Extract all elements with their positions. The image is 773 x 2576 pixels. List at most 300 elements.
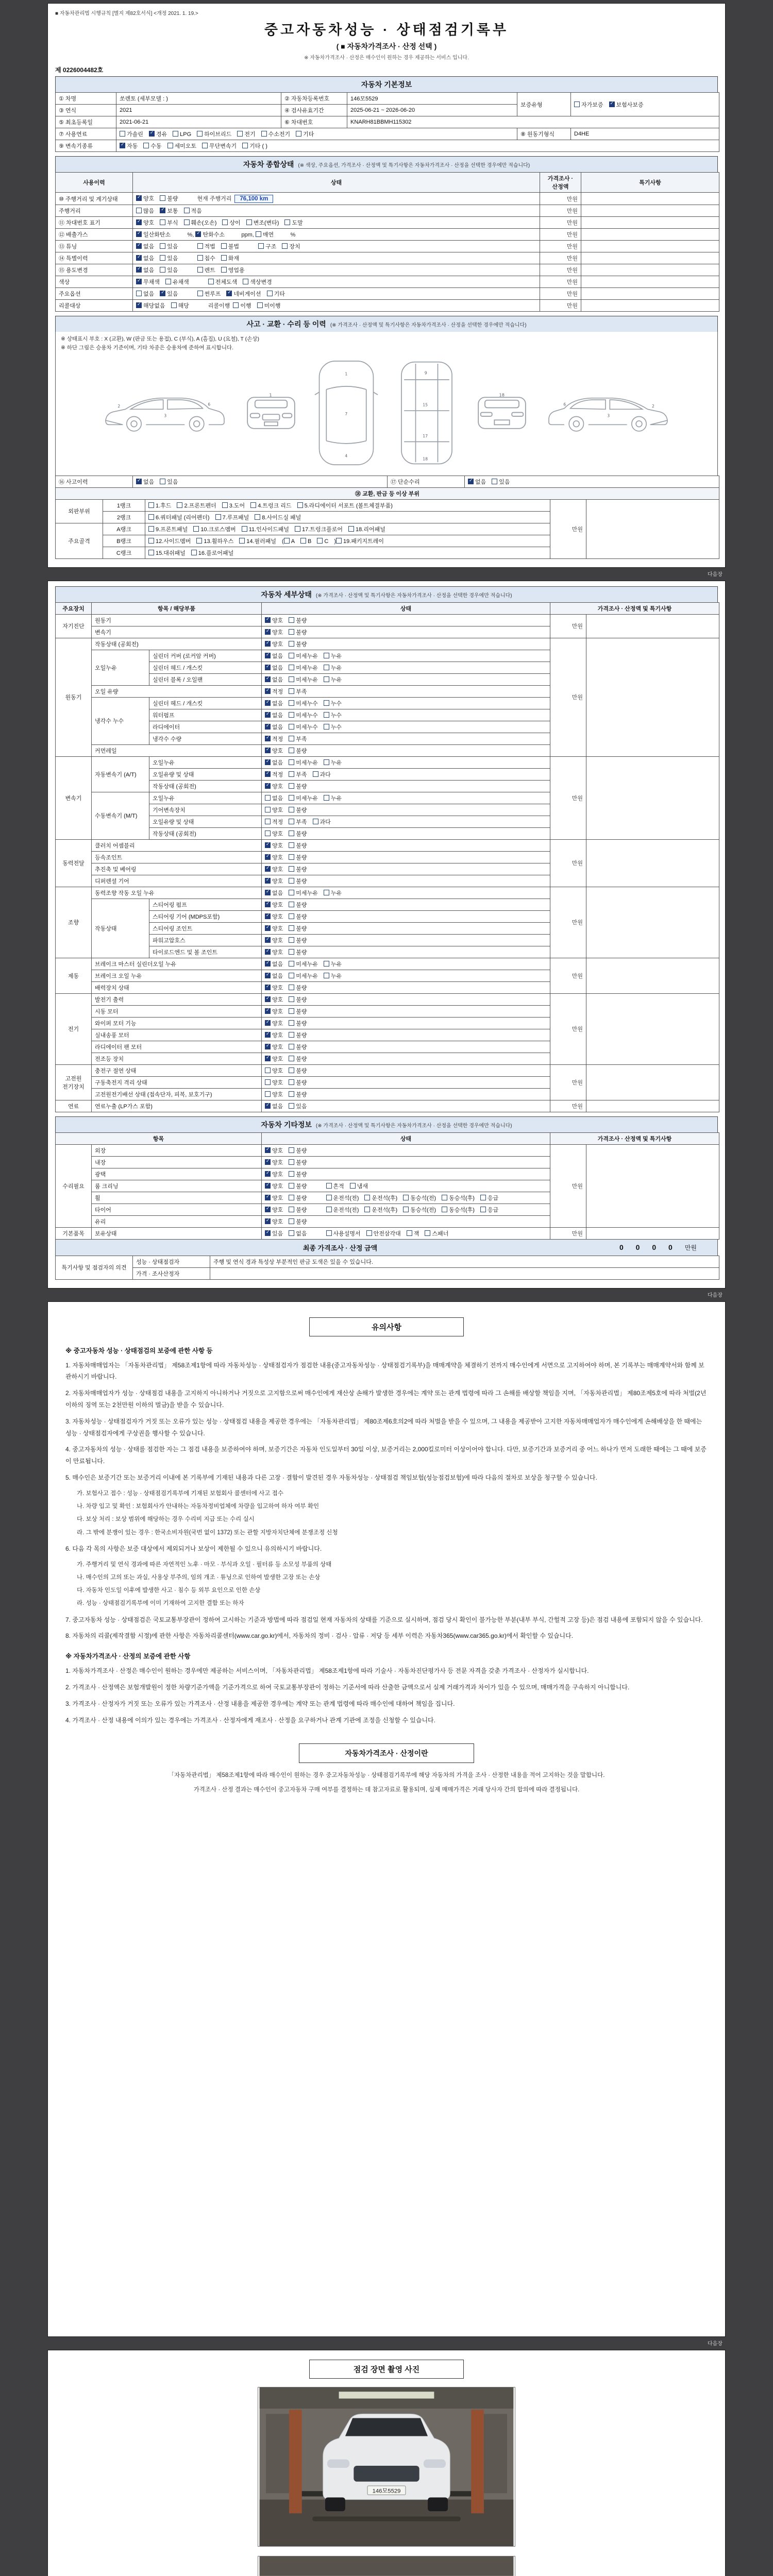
checkbox-option[interactable] <box>265 889 283 897</box>
checkbox-option[interactable] <box>265 1194 283 1202</box>
unchecked-checkbox-icon[interactable] <box>289 629 294 635</box>
checkbox-option[interactable] <box>324 794 342 802</box>
checkbox-option[interactable] <box>265 806 283 814</box>
checkbox-option[interactable] <box>184 207 202 215</box>
checkbox-option[interactable] <box>221 242 239 250</box>
checkbox-option[interactable] <box>215 513 249 521</box>
unchecked-checkbox-icon[interactable] <box>289 1056 294 1061</box>
checkbox-option[interactable] <box>243 278 272 286</box>
checked-checkbox-icon[interactable] <box>265 617 271 623</box>
checked-checkbox-icon[interactable] <box>265 629 271 635</box>
checkbox-option[interactable] <box>160 242 178 250</box>
checkbox-option[interactable] <box>289 1102 307 1110</box>
unchecked-checkbox-icon[interactable] <box>403 1207 409 1212</box>
unchecked-checkbox-icon[interactable] <box>242 143 248 148</box>
checked-checkbox-icon[interactable] <box>136 231 142 237</box>
checkbox-option[interactable] <box>136 290 154 298</box>
checkbox-option[interactable] <box>221 266 245 274</box>
unchecked-checkbox-icon[interactable] <box>324 759 329 765</box>
unchecked-checkbox-icon[interactable] <box>215 514 221 520</box>
checkbox-option[interactable] <box>289 687 307 696</box>
unchecked-checkbox-icon[interactable] <box>289 1171 294 1177</box>
checkbox-option[interactable] <box>265 1146 283 1155</box>
checked-checkbox-icon[interactable] <box>136 255 142 261</box>
checkbox-option[interactable] <box>289 1043 307 1051</box>
checkbox-option[interactable] <box>289 1019 307 1027</box>
checkbox-option[interactable] <box>289 628 307 636</box>
checkbox-option[interactable] <box>237 130 255 138</box>
checked-checkbox-icon[interactable] <box>265 1020 271 1026</box>
checkbox-option[interactable] <box>246 218 279 227</box>
checked-checkbox-icon[interactable] <box>265 641 271 647</box>
unchecked-checkbox-icon[interactable] <box>289 641 294 647</box>
checkbox-option[interactable] <box>136 266 154 274</box>
checked-checkbox-icon[interactable] <box>136 279 142 284</box>
checkbox-option[interactable] <box>148 501 171 510</box>
checkbox-option[interactable] <box>289 877 307 885</box>
unchecked-checkbox-icon[interactable] <box>336 538 342 544</box>
unchecked-checkbox-icon[interactable] <box>289 688 294 694</box>
unchecked-checkbox-icon[interactable] <box>160 255 165 261</box>
checkbox-option[interactable] <box>289 865 307 873</box>
checkbox-option[interactable] <box>136 207 154 215</box>
checkbox-option[interactable] <box>289 1217 307 1226</box>
checkbox-option[interactable] <box>120 142 138 150</box>
checked-checkbox-icon[interactable] <box>265 1218 271 1224</box>
checked-checkbox-icon[interactable] <box>149 131 155 137</box>
checkbox-option[interactable] <box>289 652 318 660</box>
checkbox-option[interactable] <box>160 290 178 298</box>
checkbox-option[interactable] <box>324 652 342 660</box>
checkbox-option[interactable] <box>265 829 283 838</box>
checked-checkbox-icon[interactable] <box>265 913 271 919</box>
unchecked-checkbox-icon[interactable] <box>289 676 294 682</box>
checkbox-option[interactable] <box>265 995 283 1004</box>
checkbox-option[interactable] <box>136 278 160 286</box>
checkbox-option[interactable] <box>177 501 216 510</box>
unchecked-checkbox-icon[interactable] <box>403 1195 409 1200</box>
checkbox-option[interactable] <box>492 478 510 486</box>
checkbox-option[interactable] <box>289 1031 307 1039</box>
checkbox-option[interactable] <box>136 218 154 227</box>
checkbox-option[interactable] <box>265 1043 283 1051</box>
checkbox-option[interactable] <box>160 207 178 215</box>
unchecked-checkbox-icon[interactable] <box>221 243 227 249</box>
unchecked-checkbox-icon[interactable] <box>255 514 260 520</box>
unchecked-checkbox-icon[interactable] <box>313 819 318 824</box>
unchecked-checkbox-icon[interactable] <box>289 1218 294 1224</box>
checkbox-option[interactable] <box>265 711 283 719</box>
checkbox-option[interactable] <box>324 723 342 731</box>
unchecked-checkbox-icon[interactable] <box>324 961 329 967</box>
unchecked-checkbox-icon[interactable] <box>295 526 300 532</box>
checkbox-option[interactable] <box>289 735 307 743</box>
checked-checkbox-icon[interactable] <box>120 143 125 148</box>
checked-checkbox-icon[interactable] <box>265 902 271 907</box>
checkbox-option[interactable] <box>403 1194 436 1202</box>
checkbox-option[interactable] <box>289 1194 307 1202</box>
unchecked-checkbox-icon[interactable] <box>136 291 142 296</box>
checkbox-option[interactable] <box>289 1206 307 1214</box>
checked-checkbox-icon[interactable] <box>195 231 201 237</box>
checkbox-option[interactable] <box>609 100 644 109</box>
checked-checkbox-icon[interactable] <box>468 479 474 484</box>
checkbox-option[interactable] <box>317 538 328 545</box>
checkbox-option[interactable] <box>442 1206 475 1214</box>
checkbox-option[interactable] <box>202 142 237 150</box>
checkbox-option[interactable] <box>348 525 385 533</box>
checkbox-option[interactable] <box>324 889 342 897</box>
unchecked-checkbox-icon[interactable] <box>297 502 303 508</box>
checked-checkbox-icon[interactable] <box>265 712 271 718</box>
checked-checkbox-icon[interactable] <box>265 736 271 741</box>
checkbox-option[interactable] <box>136 301 165 310</box>
checkbox-option[interactable] <box>289 1078 307 1087</box>
unchecked-checkbox-icon[interactable] <box>324 712 329 718</box>
checkbox-option[interactable] <box>265 616 283 624</box>
checked-checkbox-icon[interactable] <box>265 748 271 753</box>
checkbox-option[interactable] <box>265 1055 283 1063</box>
unchecked-checkbox-icon[interactable] <box>289 771 294 777</box>
checkbox-option[interactable] <box>289 829 307 838</box>
checkbox-option[interactable] <box>289 960 318 968</box>
checkbox-option[interactable] <box>265 1182 283 1190</box>
unchecked-checkbox-icon[interactable] <box>480 1195 486 1200</box>
checkbox-option[interactable] <box>265 758 283 767</box>
checkbox-option[interactable] <box>289 912 307 921</box>
checkbox-option[interactable] <box>191 549 233 557</box>
checkbox-option[interactable] <box>282 242 300 250</box>
checkbox-option[interactable] <box>233 301 251 310</box>
checked-checkbox-icon[interactable] <box>265 1159 271 1165</box>
checkbox-option[interactable] <box>364 1206 397 1214</box>
checkbox-option[interactable] <box>289 1158 307 1166</box>
checkbox-option[interactable] <box>289 972 318 980</box>
checkbox-option[interactable] <box>289 806 307 814</box>
checkbox-option[interactable] <box>350 1182 368 1190</box>
checkbox-option[interactable] <box>265 687 283 696</box>
checkbox-option[interactable] <box>197 290 221 298</box>
checked-checkbox-icon[interactable] <box>136 243 142 249</box>
checkbox-option[interactable] <box>265 865 283 873</box>
unchecked-checkbox-icon[interactable] <box>289 759 294 765</box>
checkbox-option[interactable] <box>265 924 283 933</box>
checked-checkbox-icon[interactable] <box>226 291 232 296</box>
unchecked-checkbox-icon[interactable] <box>167 143 173 148</box>
checked-checkbox-icon[interactable] <box>265 665 271 670</box>
checkbox-option[interactable] <box>300 538 311 545</box>
checked-checkbox-icon[interactable] <box>265 996 271 1002</box>
checkbox-option[interactable] <box>289 1055 307 1063</box>
unchecked-checkbox-icon[interactable] <box>265 1079 271 1085</box>
unchecked-checkbox-icon[interactable] <box>184 219 190 225</box>
unchecked-checkbox-icon[interactable] <box>267 291 273 296</box>
unchecked-checkbox-icon[interactable] <box>313 771 318 777</box>
checkbox-option[interactable] <box>256 230 274 239</box>
checked-checkbox-icon[interactable] <box>136 302 142 308</box>
unchecked-checkbox-icon[interactable] <box>193 526 199 532</box>
unchecked-checkbox-icon[interactable] <box>250 502 256 508</box>
checkbox-option[interactable] <box>160 254 178 262</box>
checkbox-option[interactable] <box>265 1078 283 1087</box>
checkbox-option[interactable] <box>265 912 283 921</box>
checkbox-option[interactable] <box>313 770 331 778</box>
unchecked-checkbox-icon[interactable] <box>256 231 261 237</box>
checkbox-option[interactable] <box>468 478 486 486</box>
checkbox-option[interactable] <box>171 301 189 310</box>
unchecked-checkbox-icon[interactable] <box>574 101 580 107</box>
unchecked-checkbox-icon[interactable] <box>289 949 294 955</box>
checkbox-option[interactable] <box>295 525 343 533</box>
checkbox-option[interactable] <box>173 131 191 138</box>
checkbox-option[interactable] <box>160 266 178 274</box>
unchecked-checkbox-icon[interactable] <box>364 1195 370 1200</box>
checkbox-option[interactable] <box>336 537 384 545</box>
unchecked-checkbox-icon[interactable] <box>317 538 323 544</box>
unchecked-checkbox-icon[interactable] <box>442 1195 447 1200</box>
checkbox-option[interactable] <box>284 218 303 227</box>
checked-checkbox-icon[interactable] <box>265 1230 271 1236</box>
unchecked-checkbox-icon[interactable] <box>366 1230 372 1236</box>
unchecked-checkbox-icon[interactable] <box>289 1103 294 1109</box>
unchecked-checkbox-icon[interactable] <box>196 538 202 544</box>
checkbox-option[interactable] <box>265 770 283 778</box>
unchecked-checkbox-icon[interactable] <box>364 1207 370 1212</box>
checkbox-option[interactable] <box>265 652 283 660</box>
unchecked-checkbox-icon[interactable] <box>324 653 329 658</box>
unchecked-checkbox-icon[interactable] <box>289 1091 294 1097</box>
unchecked-checkbox-icon[interactable] <box>425 1230 430 1236</box>
unchecked-checkbox-icon[interactable] <box>160 195 165 201</box>
checkbox-option[interactable] <box>289 711 318 719</box>
checkbox-option[interactable] <box>297 501 393 510</box>
checkbox-option[interactable] <box>222 501 245 510</box>
checkbox-option[interactable] <box>324 664 342 672</box>
checked-checkbox-icon[interactable] <box>265 759 271 765</box>
unchecked-checkbox-icon[interactable] <box>289 653 294 658</box>
unchecked-checkbox-icon[interactable] <box>257 302 263 308</box>
checkbox-option[interactable] <box>324 711 342 719</box>
checkbox-option[interactable] <box>289 616 307 624</box>
checkbox-option[interactable] <box>197 266 215 274</box>
checked-checkbox-icon[interactable] <box>136 479 142 484</box>
unchecked-checkbox-icon[interactable] <box>492 479 497 484</box>
checked-checkbox-icon[interactable] <box>265 1171 271 1177</box>
unchecked-checkbox-icon[interactable] <box>324 724 329 730</box>
unchecked-checkbox-icon[interactable] <box>197 255 203 261</box>
checkbox-option[interactable] <box>148 513 210 521</box>
unchecked-checkbox-icon[interactable] <box>136 208 142 213</box>
checkbox-option[interactable] <box>196 537 233 545</box>
unchecked-checkbox-icon[interactable] <box>197 267 203 273</box>
checkbox-option[interactable] <box>136 254 154 262</box>
unchecked-checkbox-icon[interactable] <box>289 973 294 978</box>
checkbox-option[interactable] <box>289 664 318 672</box>
unchecked-checkbox-icon[interactable] <box>289 807 294 812</box>
unchecked-checkbox-icon[interactable] <box>289 985 294 990</box>
unchecked-checkbox-icon[interactable] <box>289 1159 294 1165</box>
unchecked-checkbox-icon[interactable] <box>233 302 239 308</box>
checkbox-option[interactable] <box>289 841 307 850</box>
checkbox-option[interactable] <box>289 1146 307 1155</box>
unchecked-checkbox-icon[interactable] <box>289 712 294 718</box>
checkbox-option[interactable] <box>265 1007 283 1015</box>
checkbox-option[interactable] <box>257 301 281 310</box>
unchecked-checkbox-icon[interactable] <box>221 255 227 261</box>
unchecked-checkbox-icon[interactable] <box>289 890 294 895</box>
unchecked-checkbox-icon[interactable] <box>289 1032 294 1038</box>
unchecked-checkbox-icon[interactable] <box>289 878 294 884</box>
unchecked-checkbox-icon[interactable] <box>171 302 177 308</box>
checkbox-option[interactable] <box>148 525 188 533</box>
checkbox-option[interactable] <box>265 901 283 909</box>
checkbox-option[interactable] <box>326 1182 344 1190</box>
checked-checkbox-icon[interactable] <box>136 267 142 273</box>
checkbox-option[interactable] <box>265 794 283 802</box>
checkbox-option[interactable] <box>407 1229 419 1238</box>
checked-checkbox-icon[interactable] <box>265 724 271 730</box>
checkbox-option[interactable] <box>289 948 307 956</box>
checkbox-option[interactable] <box>255 513 301 521</box>
checkbox-option[interactable] <box>258 242 276 250</box>
checkbox-option[interactable] <box>193 525 236 533</box>
unchecked-checkbox-icon[interactable] <box>348 526 354 532</box>
unchecked-checkbox-icon[interactable] <box>289 1044 294 1049</box>
checkbox-option[interactable] <box>289 770 307 778</box>
checkbox-option[interactable] <box>324 675 342 684</box>
unchecked-checkbox-icon[interactable] <box>480 1207 486 1212</box>
checkbox-option[interactable] <box>265 1066 283 1075</box>
unchecked-checkbox-icon[interactable] <box>197 131 203 137</box>
checkbox-option[interactable] <box>425 1229 448 1238</box>
unchecked-checkbox-icon[interactable] <box>289 925 294 931</box>
checked-checkbox-icon[interactable] <box>609 101 615 107</box>
checkbox-option[interactable] <box>324 758 342 767</box>
checked-checkbox-icon[interactable] <box>265 949 271 955</box>
unchecked-checkbox-icon[interactable] <box>148 514 154 520</box>
checkbox-option[interactable] <box>265 960 283 968</box>
unchecked-checkbox-icon[interactable] <box>289 617 294 623</box>
checked-checkbox-icon[interactable] <box>265 1044 271 1049</box>
checkbox-option[interactable] <box>289 675 318 684</box>
unchecked-checkbox-icon[interactable] <box>265 831 271 836</box>
checkbox-option[interactable] <box>265 782 283 790</box>
unchecked-checkbox-icon[interactable] <box>197 291 203 296</box>
unchecked-checkbox-icon[interactable] <box>289 1008 294 1014</box>
checked-checkbox-icon[interactable] <box>265 878 271 884</box>
unchecked-checkbox-icon[interactable] <box>143 143 149 148</box>
checkbox-option[interactable] <box>265 735 283 743</box>
checked-checkbox-icon[interactable] <box>265 688 271 694</box>
checkbox-option[interactable] <box>289 901 307 909</box>
unchecked-checkbox-icon[interactable] <box>289 1195 294 1200</box>
unchecked-checkbox-icon[interactable] <box>326 1195 332 1200</box>
unchecked-checkbox-icon[interactable] <box>282 243 288 249</box>
checkbox-option[interactable] <box>289 1170 307 1178</box>
checkbox-option[interactable] <box>265 1158 283 1166</box>
checkbox-option[interactable] <box>195 230 225 239</box>
unchecked-checkbox-icon[interactable] <box>289 748 294 753</box>
unchecked-checkbox-icon[interactable] <box>148 538 154 544</box>
checkbox-option[interactable] <box>242 142 267 150</box>
unchecked-checkbox-icon[interactable] <box>184 208 190 213</box>
checked-checkbox-icon[interactable] <box>265 1056 271 1061</box>
checkbox-option[interactable] <box>265 853 283 861</box>
checkbox-option[interactable] <box>289 758 318 767</box>
unchecked-checkbox-icon[interactable] <box>289 1230 294 1236</box>
checkbox-option[interactable] <box>480 1194 498 1202</box>
unchecked-checkbox-icon[interactable] <box>258 243 264 249</box>
checkbox-option[interactable] <box>160 478 178 486</box>
unchecked-checkbox-icon[interactable] <box>202 143 208 148</box>
unchecked-checkbox-icon[interactable] <box>289 700 294 706</box>
unchecked-checkbox-icon[interactable] <box>289 1147 294 1153</box>
checkbox-option[interactable] <box>265 628 283 636</box>
unchecked-checkbox-icon[interactable] <box>289 961 294 967</box>
unchecked-checkbox-icon[interactable] <box>289 665 294 670</box>
checkbox-option[interactable] <box>267 290 285 298</box>
checked-checkbox-icon[interactable] <box>160 208 165 213</box>
unchecked-checkbox-icon[interactable] <box>324 795 329 801</box>
checkbox-option[interactable] <box>265 1031 283 1039</box>
unchecked-checkbox-icon[interactable] <box>289 783 294 789</box>
checkbox-option[interactable] <box>265 699 283 707</box>
checkbox-option[interactable] <box>265 1019 283 1027</box>
checkbox-option[interactable] <box>265 1206 283 1214</box>
checkbox-option[interactable] <box>403 1206 436 1214</box>
checkbox-option[interactable] <box>167 142 197 150</box>
checkbox-option[interactable] <box>289 818 307 826</box>
checkbox-option[interactable] <box>149 130 167 138</box>
checkbox-option[interactable] <box>221 254 239 262</box>
checkbox-option[interactable] <box>265 984 283 992</box>
unchecked-checkbox-icon[interactable] <box>261 131 267 137</box>
unchecked-checkbox-icon[interactable] <box>289 902 294 907</box>
unchecked-checkbox-icon[interactable] <box>243 279 248 284</box>
checkbox-option[interactable] <box>289 1007 307 1015</box>
unchecked-checkbox-icon[interactable] <box>173 131 178 137</box>
checkbox-option[interactable] <box>136 478 154 486</box>
checkbox-option[interactable] <box>148 549 186 557</box>
checkbox-option[interactable] <box>289 782 307 790</box>
unchecked-checkbox-icon[interactable] <box>246 219 252 225</box>
unchecked-checkbox-icon[interactable] <box>350 1183 356 1189</box>
checkbox-option[interactable] <box>289 936 307 944</box>
checkbox-option[interactable] <box>265 972 283 980</box>
unchecked-checkbox-icon[interactable] <box>222 502 228 508</box>
checked-checkbox-icon[interactable] <box>265 676 271 682</box>
checkbox-option[interactable] <box>265 1217 283 1226</box>
checkbox-option[interactable] <box>265 723 283 731</box>
checkbox-option[interactable] <box>160 218 178 227</box>
checkbox-option[interactable] <box>136 194 154 202</box>
checkbox-option[interactable] <box>289 995 307 1004</box>
checkbox-option[interactable] <box>165 278 189 286</box>
checkbox-option[interactable] <box>364 1194 397 1202</box>
checkbox-option[interactable] <box>242 525 289 533</box>
unchecked-checkbox-icon[interactable] <box>284 538 290 544</box>
checked-checkbox-icon[interactable] <box>265 961 271 967</box>
checked-checkbox-icon[interactable] <box>265 1032 271 1038</box>
checkbox-option[interactable] <box>148 537 191 545</box>
unchecked-checkbox-icon[interactable] <box>160 267 165 273</box>
checkbox-option[interactable] <box>324 960 342 968</box>
unchecked-checkbox-icon[interactable] <box>289 819 294 824</box>
unchecked-checkbox-icon[interactable] <box>242 526 247 532</box>
unchecked-checkbox-icon[interactable] <box>324 665 329 670</box>
checkbox-option[interactable] <box>239 537 276 545</box>
checkbox-option[interactable] <box>184 218 217 227</box>
